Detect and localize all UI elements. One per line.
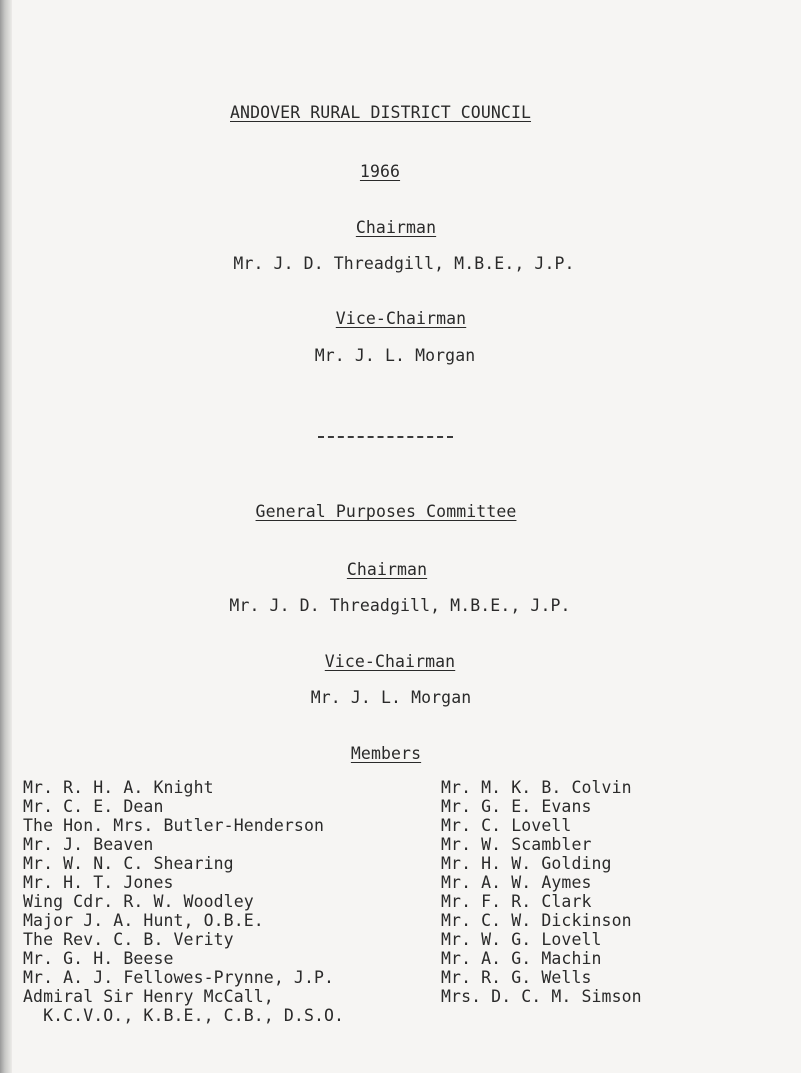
member-entry: Mr. H. T. Jones (23, 873, 174, 892)
member-entry: Mr. R. G. Wells (441, 968, 592, 987)
committee-vice-chairman-heading: Vice-Chairman (324, 652, 456, 671)
member-entry: Mr. A. J. Fellowes-Prynne, J.P. (23, 968, 335, 987)
member-entry: The Hon. Mrs. Butler-Henderson (23, 816, 325, 835)
section-divider (318, 436, 453, 438)
member-entry: Mr. C. E. Dean (23, 797, 164, 816)
member-entry: Mr. A. W. Aymes (441, 873, 592, 892)
members-left-column (23, 778, 344, 1025)
document-title: ANDOVER RURAL DISTRICT COUNCIL (230, 103, 532, 122)
council-vice-chairman-name: Mr. J. L. Morgan (314, 346, 476, 365)
member-entry: Mr. G. E. Evans (441, 797, 592, 816)
committee-title: General Purposes Committee (255, 502, 517, 521)
member-entry: Mr. F. R. Clark (441, 892, 592, 911)
council-chairman-name: Mr. J. D. Threadgill, M.B.E., J.P. (233, 254, 575, 273)
member-entry: Mr. C. W. Dickinson (441, 911, 632, 930)
member-entry: Major J. A. Hunt, O.B.E. (23, 911, 264, 930)
member-entry: Mr. A. G. Machin (441, 949, 602, 968)
member-entry: Mr. J. Beaven (23, 835, 154, 854)
member-entry: Mrs. D. C. M. Simson (441, 987, 642, 1006)
member-entry: Mr. C. Lovell (441, 816, 572, 835)
member-entry: Mr. H. W. Golding (441, 854, 612, 873)
committee-chairman-heading: Chairman (346, 560, 428, 579)
page-edge-shadow (0, 0, 12, 1073)
member-entry: Mr. W. N. C. Shearing (23, 854, 234, 873)
council-vice-chairman-heading: Vice-Chairman (335, 309, 467, 328)
committee-vice-chairman-name: Mr. J. L. Morgan (310, 688, 472, 707)
members-heading: Members (350, 744, 422, 763)
year: 1966 (359, 162, 401, 181)
member-entry: The Rev. C. B. Verity (23, 930, 234, 949)
members-right-column (441, 778, 642, 1006)
member-entry: Mr. R. H. A. Knight (23, 778, 214, 797)
member-entry: Admiral Sir Henry McCall, (23, 987, 274, 1006)
committee-chairman-name: Mr. J. D. Threadgill, M.B.E., J.P. (229, 596, 571, 615)
member-entry: Mr. G. H. Beese (23, 949, 174, 968)
member-entry: Mr. W. G. Lovell (441, 930, 602, 949)
member-entry: Wing Cdr. R. W. Woodley (23, 892, 254, 911)
member-entry: Mr. W. Scambler (441, 835, 592, 854)
member-entry-continued: K.C.V.O., K.B.E., C.B., D.S.O. (23, 1006, 345, 1025)
member-entry: Mr. M. K. B. Colvin (441, 778, 632, 797)
council-chairman-heading: Chairman (355, 218, 437, 237)
